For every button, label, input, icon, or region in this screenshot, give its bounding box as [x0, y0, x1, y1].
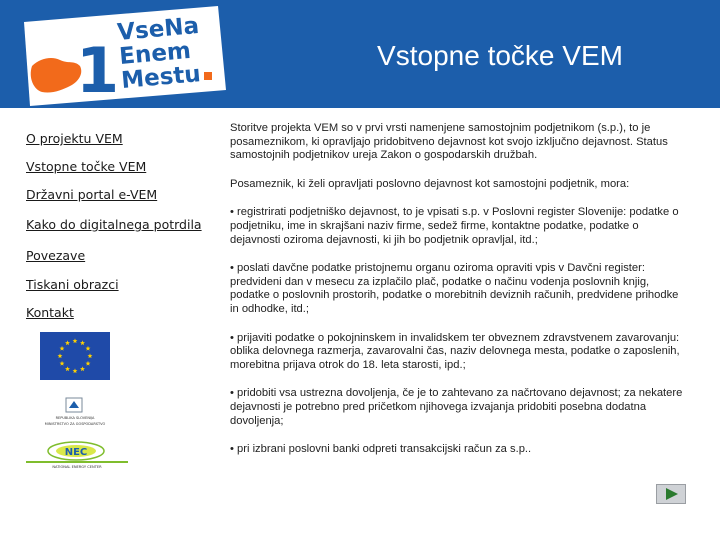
requirement-item: • pridobiti vsa ustrezna dovoljenja, če je to zahtevano za načrtovano dejavnost; za nekatere dejavnosti je potrebno pred pričetkom njihovega izvajanja pridobiti posebna dodatna dovoljenja; [230, 387, 683, 427]
page-title: Vstopne točke VEM [377, 40, 623, 71]
requirement-item: • poslati davčne podatke pristojnemu organu oziroma opraviti vpis v Davčni register: predvideni dan v mesecu za izplačilo plač, podatke o načinu vodenja poslovnih knjig, podatke o poslovnih prostorih, podatke o morebitnih deviznih računih, predvidene prihodke in odhodke, itd.; [230, 262, 679, 315]
nav-kontakt[interactable]: Kontakt [26, 305, 74, 320]
logo-number: 1 [76, 34, 120, 107]
sidebar-nav [0, 108, 220, 540]
nec-name: NEC [64, 447, 88, 458]
header-bar [0, 0, 720, 108]
requirement-item: • pri izbrani poslovni banki odpreti transakcijski račun za s.p.. [230, 443, 532, 456]
ministry-line-2: MINISTRSTVO ZA GOSPODARSTVO [44, 422, 106, 426]
next-slide-button[interactable] [656, 484, 686, 504]
nav-o-projektu-vem[interactable]: O projektu VEM [26, 131, 123, 146]
nav-povezave[interactable]: Povezave [26, 248, 86, 263]
eu-flag-icon [40, 332, 110, 380]
nec-subtitle: NATIONAL ENERGY CENTER [52, 465, 102, 469]
play-arrow-icon [657, 485, 685, 503]
requirement-item: • registrirati podjetniško dejavnost, to je vpisati s.p. v Poslovni register Slovenije: podatke o podjetniku, ime in skrajšani naziv firme, sedež firme, kontaktne podatke, podatke o dejavnosti oziroma dejavnosti, ki jih bo podjetnik opravljal, itd.; [230, 206, 679, 246]
intro-paragraph: Storitve projekta VEM so v prvi vrsti namenjene samostojnim podjetnikom (s.p.), to je posameznikom, ki opravljajo pridobitveno dejavnost kot svojo izključno dejavnost. Status samostojnih podjetnikov ureja Zakon o gospodarskih družbah. [230, 122, 668, 162]
nav-tiskani-obrazci[interactable]: Tiskani obrazci [26, 277, 119, 292]
logo-word-3: Mestu [120, 61, 202, 94]
vem-logo[interactable] [18, 4, 228, 108]
ministry-line-1: REPUBLIKA SLOVENIJA [55, 416, 95, 420]
requirement-item: • prijaviti podatke o pokojninskem in invalidskem ter obveznem zdravstvenem zavarovanju: oblika delovnega razmerja, zavarovalni čas, naziv delovnega mesta, podatke o zaposlenih, morebitna prijava otrok do 18. leta starosti, ipd.; [230, 331, 680, 371]
logo-word-1: VseNa [116, 12, 201, 46]
ministry-logo [26, 396, 124, 432]
logo-dot [204, 72, 212, 80]
nav-vstopne-tocke-vem[interactable]: Vstopne točke VEM [26, 159, 147, 174]
nec-logo [26, 440, 128, 470]
requirements-intro: Posameznik, ki želi opravljati poslovno dejavnost kot samostojni podjetnik, mora: [230, 177, 630, 190]
nav-digitalno-potrdilo[interactable]: Kako do digitalnega potrdila [26, 217, 202, 232]
nav-drzavni-portal[interactable]: Državni portal e-VEM [26, 187, 158, 202]
content-area [230, 122, 690, 457]
logo-word-2: Enem [118, 37, 192, 70]
